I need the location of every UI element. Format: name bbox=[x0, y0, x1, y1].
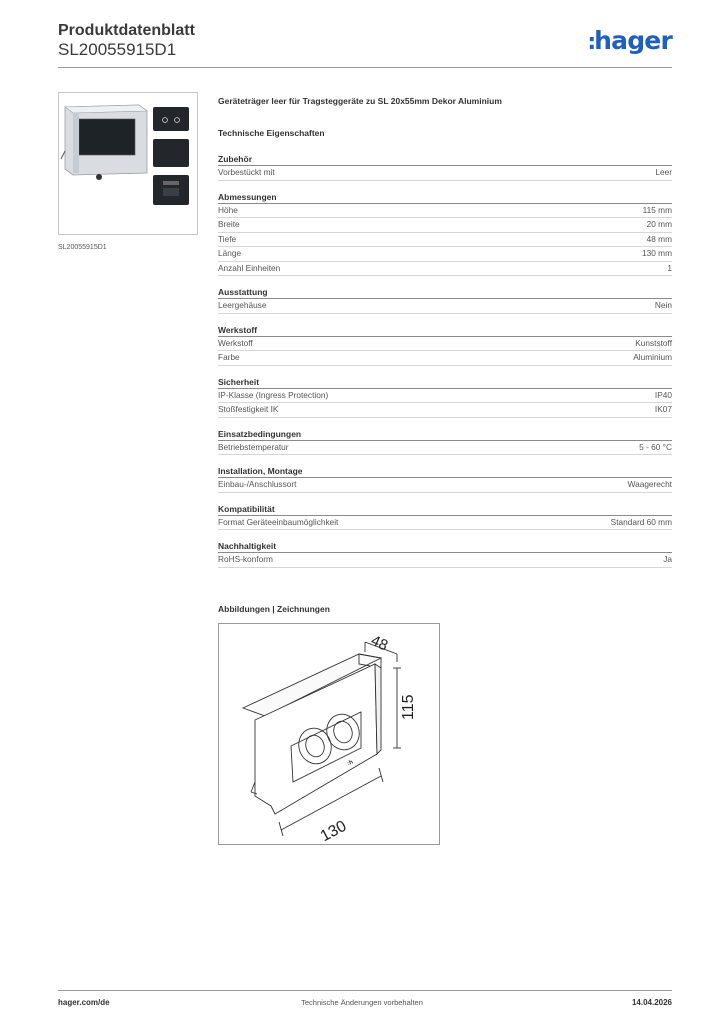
property-group-title: Kompatibilität bbox=[218, 504, 672, 516]
figures-heading: Abbildungen | Zeichnungen bbox=[218, 604, 330, 614]
property-row bbox=[218, 337, 672, 352]
product-description: Geräteträger leer für Tragsteggeräte zu SL 20x55mm Dekor Aluminium bbox=[218, 96, 502, 106]
dimension-drawing-svg bbox=[219, 624, 439, 844]
technical-properties-heading: Technische Eigenschaften bbox=[218, 128, 325, 138]
property-row bbox=[218, 441, 672, 456]
property-group-title: Werkstoff bbox=[218, 325, 672, 337]
image-caption: SL20055915D1 bbox=[58, 244, 107, 251]
property-label: Betriebstemperatur bbox=[218, 441, 289, 452]
property-label: Vorbestückt mit bbox=[218, 167, 275, 177]
header-divider bbox=[58, 67, 672, 68]
property-group-title: Einsatzbedingungen bbox=[218, 429, 672, 441]
property-group-title: Ausstattung bbox=[218, 287, 672, 299]
product-photo-illustration bbox=[59, 93, 197, 234]
property-label: Breite bbox=[218, 219, 240, 229]
document-title: Produktdatenblatt bbox=[58, 22, 195, 39]
property-value: Waagerecht bbox=[627, 479, 672, 489]
article-number: SL20055915D1 bbox=[58, 40, 177, 59]
property-value: 20 mm bbox=[646, 219, 672, 229]
property-value: 5 - 60 °C bbox=[639, 441, 672, 452]
property-row bbox=[218, 553, 672, 568]
property-label: Anzahl Einheiten bbox=[218, 262, 281, 273]
property-row bbox=[218, 299, 672, 314]
property-groups bbox=[218, 154, 672, 568]
property-group-title: Sicherheit bbox=[218, 377, 672, 389]
property-value: Ja bbox=[663, 554, 672, 564]
property-group bbox=[218, 466, 672, 493]
property-group bbox=[218, 504, 672, 531]
property-group-title: Zubehör bbox=[218, 154, 672, 166]
property-label: Stoßfestigkeit IK bbox=[218, 404, 279, 414]
property-group bbox=[218, 287, 672, 314]
property-row bbox=[218, 247, 672, 262]
product-image bbox=[58, 92, 198, 235]
property-label: Werkstoff bbox=[218, 337, 253, 348]
property-group-title: Nachhaltigkeit bbox=[218, 541, 672, 553]
property-label: Leergehäuse bbox=[218, 300, 267, 310]
property-row bbox=[218, 516, 672, 531]
logo-text: hager bbox=[594, 26, 672, 55]
property-row bbox=[218, 262, 672, 277]
property-label: Einbau-/Anschlussort bbox=[218, 479, 297, 489]
property-value: 115 mm bbox=[642, 204, 672, 215]
property-value: Leer bbox=[655, 167, 672, 177]
footer-date: 14.04.2026 bbox=[631, 998, 672, 1007]
footer-divider bbox=[58, 990, 672, 991]
property-label: Format Geräteeinbaumöglichkeit bbox=[218, 516, 339, 527]
property-label: RoHS-konform bbox=[218, 554, 273, 564]
property-row bbox=[218, 478, 672, 493]
property-label: IP-Klasse (Ingress Protection) bbox=[218, 389, 329, 400]
property-label: Höhe bbox=[218, 204, 238, 215]
device-logo-mark: :h bbox=[346, 759, 355, 768]
dimension-height-label: 115 bbox=[400, 694, 417, 720]
property-value: 1 bbox=[667, 262, 672, 273]
property-group-title: Installation, Montage bbox=[218, 466, 672, 478]
property-value: Kunststoff bbox=[635, 337, 672, 348]
property-value: IP40 bbox=[654, 389, 672, 400]
property-group bbox=[218, 377, 672, 418]
property-value: Standard 60 mm bbox=[610, 516, 672, 527]
property-row bbox=[218, 351, 672, 366]
property-label: Farbe bbox=[218, 352, 240, 362]
footer-website[interactable]: hager.com/de bbox=[58, 998, 110, 1007]
property-group bbox=[218, 154, 672, 181]
page-header bbox=[58, 20, 672, 68]
hager-logo: :hager bbox=[587, 26, 672, 55]
property-group-title: Abmessungen bbox=[218, 192, 672, 204]
property-label: Tiefe bbox=[218, 233, 237, 244]
dimension-length-label: 130 bbox=[317, 817, 350, 844]
dimension-drawing bbox=[218, 623, 440, 845]
property-label: Länge bbox=[218, 248, 242, 258]
property-group bbox=[218, 541, 672, 568]
footer-notice: Technische Änderungen vorbehalten bbox=[301, 998, 423, 1007]
property-value: 130 mm bbox=[642, 248, 672, 258]
property-value: Nein bbox=[654, 300, 672, 310]
dimension-depth-label: 48 bbox=[368, 632, 391, 655]
property-row bbox=[218, 389, 672, 404]
property-row bbox=[218, 166, 672, 181]
property-group bbox=[218, 429, 672, 456]
property-row bbox=[218, 403, 672, 418]
property-value: 48 mm bbox=[646, 233, 672, 244]
property-group bbox=[218, 325, 672, 366]
property-row bbox=[218, 218, 672, 233]
product-content bbox=[218, 96, 672, 579]
property-value: Aluminium bbox=[633, 352, 672, 362]
property-row bbox=[218, 204, 672, 219]
property-group bbox=[218, 192, 672, 277]
property-value: IK07 bbox=[654, 404, 672, 414]
property-row bbox=[218, 233, 672, 248]
